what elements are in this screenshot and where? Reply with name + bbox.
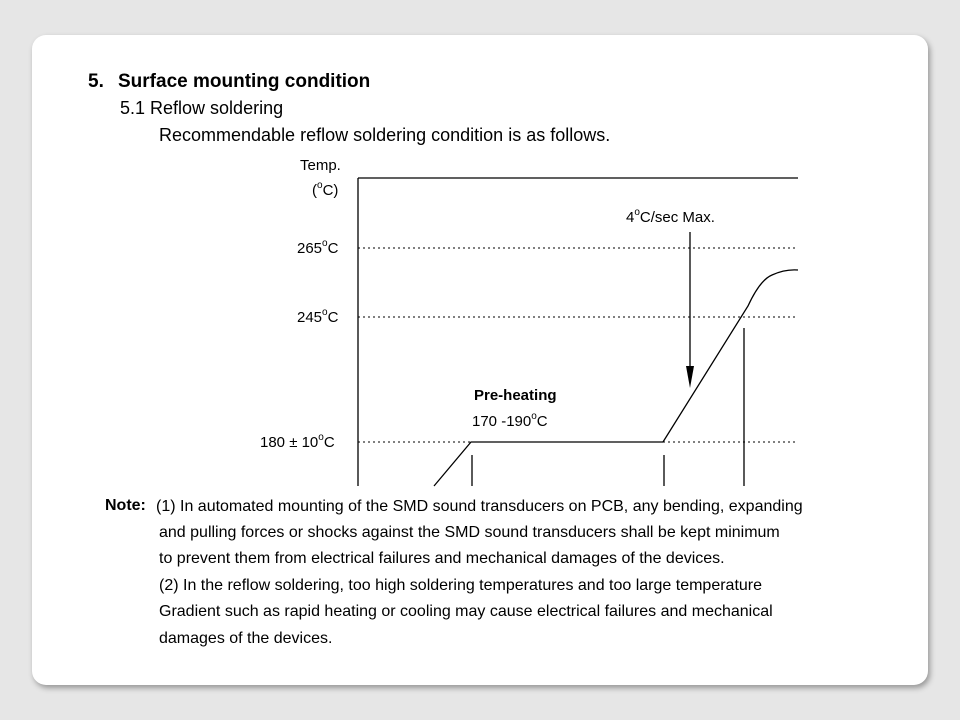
ramp-rate-arrowhead bbox=[686, 366, 694, 388]
preheat-title: Pre-heating bbox=[474, 387, 557, 404]
note-label: Note: bbox=[105, 497, 146, 514]
note-line-2: and pulling forces or shocks against the SMD sound transducers shall be kept minimum bbox=[159, 524, 780, 541]
level-label-180: $180 \pm 10^oC$ bbox=[260, 432, 335, 451]
note-line-3: to prevent them from electrical failures and mechanical damages of the devices. bbox=[159, 550, 725, 567]
note-line-1: (1) In automated mounting of the SMD sound transducers on PCB, any bending, expanding bbox=[156, 498, 803, 515]
ramp-rate-label: 4$^o$C/sec Max. bbox=[626, 207, 715, 226]
note-line-5: Gradient such as rapid heating or cooling may cause electrical failures and mechanical bbox=[159, 603, 773, 620]
subsection-heading: 5.1 Reflow soldering bbox=[120, 98, 284, 118]
intro-text: Recommendable reflow soldering condition is as follows. bbox=[159, 125, 611, 145]
y-axis-unit: ($^o$C) bbox=[312, 180, 339, 199]
level-label-265: 265$^o$C bbox=[297, 238, 339, 257]
note-line-6: damages of the devices. bbox=[159, 630, 333, 647]
y-axis-label: Temp. bbox=[300, 157, 341, 174]
preheat-range: 170 -190$^o$C bbox=[472, 411, 548, 430]
section-title: Surface mounting condition bbox=[118, 71, 371, 92]
level-label-245: 245$^o$C bbox=[297, 307, 339, 326]
note-line-4: (2) In the reflow soldering, too high soldering temperatures and too large temperature bbox=[159, 577, 763, 594]
section-number: 5. bbox=[88, 71, 104, 92]
